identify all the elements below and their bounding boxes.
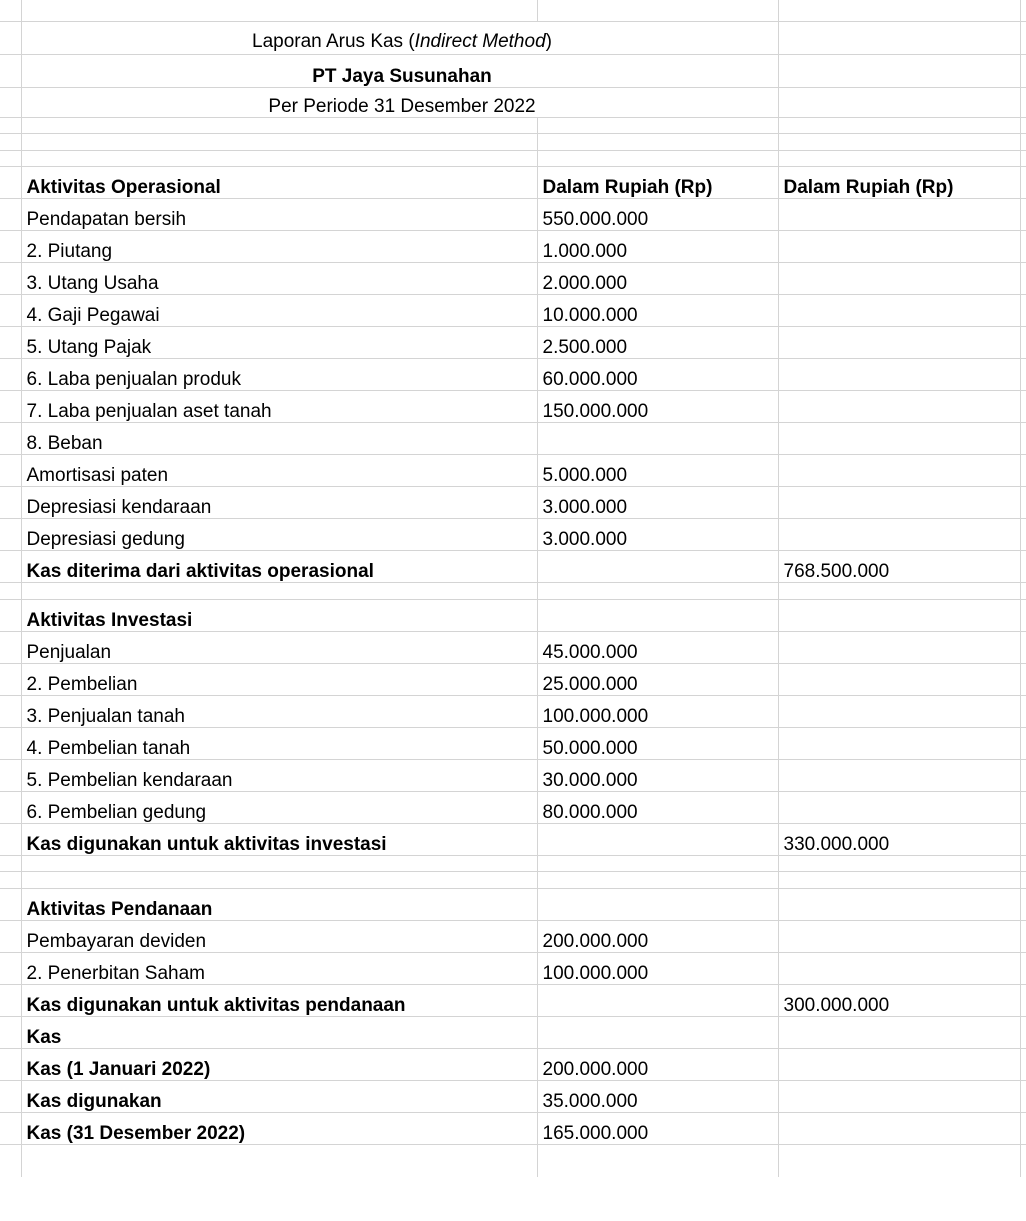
table-row: [0, 631, 1026, 663]
table-row-empty-top: [0, 0, 1026, 21]
empty-cell-amount1[interactable]: [537, 888, 778, 920]
empty-cell-label[interactable]: [21, 117, 537, 133]
row-amount2[interactable]: [778, 1080, 1020, 1112]
row-amount1[interactable]: 1.000.000: [537, 230, 778, 262]
report-title: [21, 21, 778, 54]
table-row: [0, 294, 1026, 326]
row-amount2[interactable]: [778, 1112, 1020, 1144]
table-row: [0, 422, 1026, 454]
row-gutter-cell[interactable]: [0, 1080, 21, 1112]
row-gutter-cell[interactable]: [0, 1016, 21, 1048]
empty-cell-tail[interactable]: [1020, 150, 1026, 166]
row-gutter-cell[interactable]: [0, 550, 21, 582]
empty-cell-label[interactable]: [21, 0, 537, 21]
row-gutter-cell[interactable]: [0, 855, 21, 871]
empty-cell-tail[interactable]: [1020, 21, 1026, 54]
table-row: [0, 1112, 1026, 1144]
row-label[interactable]: 2. Penerbitan Saham: [21, 952, 537, 984]
table-row: [0, 1048, 1026, 1080]
row-amount2[interactable]: [778, 518, 1020, 550]
column-header-activity: Aktivitas Operasional: [21, 166, 537, 198]
table-row: [0, 486, 1026, 518]
row-amount2[interactable]: [778, 663, 1020, 695]
row-amount2[interactable]: [778, 454, 1020, 486]
row-gutter-cell[interactable]: [0, 87, 21, 117]
empty-cell-tail[interactable]: [1020, 791, 1026, 823]
empty-cell-amount1[interactable]: [537, 117, 778, 133]
row-amount1[interactable]: 3.000.000: [537, 486, 778, 518]
table-row: [0, 952, 1026, 984]
total-label-investing[interactable]: Kas digunakan untuk aktivitas investasi: [21, 823, 537, 855]
empty-cell-tail[interactable]: [1020, 454, 1026, 486]
row-label[interactable]: Penjualan: [21, 631, 537, 663]
row-label[interactable]: 4. Gaji Pegawai: [21, 294, 537, 326]
row-gutter-cell[interactable]: [0, 21, 21, 54]
empty-cell-amount1[interactable]: [537, 1144, 778, 1177]
empty-cell-tail[interactable]: [1020, 198, 1026, 230]
table-row-empty-bottom: [0, 1144, 1026, 1177]
row-gutter-cell[interactable]: [0, 1112, 21, 1144]
row-gutter-cell[interactable]: [0, 871, 21, 888]
row-gutter-cell[interactable]: [0, 695, 21, 727]
table-row: [0, 390, 1026, 422]
empty-cell-amount2[interactable]: [778, 888, 1020, 920]
row-gutter-cell[interactable]: [0, 166, 21, 198]
empty-cell-tail[interactable]: [1020, 599, 1026, 631]
row-gutter-cell[interactable]: [0, 230, 21, 262]
row-gutter-cell[interactable]: [0, 198, 21, 230]
table-row: [0, 1080, 1026, 1112]
empty-cell-tail[interactable]: [1020, 663, 1026, 695]
table-row-total-financing: [0, 984, 1026, 1016]
row-gutter-cell[interactable]: [0, 422, 21, 454]
table-row: [0, 230, 1026, 262]
table-row: [0, 791, 1026, 823]
table-row: [0, 920, 1026, 952]
row-gutter-cell[interactable]: [0, 952, 21, 984]
empty-cell-tail[interactable]: [1020, 0, 1026, 21]
table-row-column-headers: [0, 166, 1026, 198]
empty-cell-amount2[interactable]: [778, 1144, 1020, 1177]
empty-cell-amount1[interactable]: [537, 855, 778, 871]
empty-cell-label[interactable]: [21, 582, 537, 599]
empty-cell-tail[interactable]: [1020, 230, 1026, 262]
table-row-total-investing: [0, 823, 1026, 855]
total-label-financing[interactable]: Kas digunakan untuk aktivitas pendanaan: [21, 984, 537, 1016]
empty-cell-tail[interactable]: [1020, 871, 1026, 888]
total-amount2-investing[interactable]: 330.000.000: [778, 823, 1020, 855]
total-amount1-financing[interactable]: [537, 984, 778, 1016]
empty-cell-amount2[interactable]: [778, 0, 1020, 21]
row-amount2[interactable]: [778, 759, 1020, 791]
row-gutter-cell[interactable]: [0, 791, 21, 823]
row-amount1[interactable]: 35.000.000: [537, 1080, 778, 1112]
table-row: [0, 198, 1026, 230]
row-label[interactable]: 3. Utang Usaha: [21, 262, 537, 294]
empty-cell-tail[interactable]: [1020, 262, 1026, 294]
row-gutter-cell[interactable]: [0, 150, 21, 166]
row-amount1[interactable]: 80.000.000: [537, 791, 778, 823]
empty-cell-tail[interactable]: [1020, 727, 1026, 759]
empty-cell-amount2[interactable]: [778, 150, 1020, 166]
row-label[interactable]: Kas (1 Januari 2022): [21, 1048, 537, 1080]
row-amount2[interactable]: [778, 920, 1020, 952]
row-amount1[interactable]: 165.000.000: [537, 1112, 778, 1144]
row-label[interactable]: Depresiasi kendaraan: [21, 486, 537, 518]
section-heading-financing[interactable]: Aktivitas Pendanaan: [21, 888, 537, 920]
empty-cell-amount1[interactable]: [537, 582, 778, 599]
row-amount1[interactable]: 100.000.000: [537, 952, 778, 984]
empty-cell-amount2[interactable]: [778, 133, 1020, 150]
empty-cell-amount2[interactable]: [778, 582, 1020, 599]
row-gutter-cell[interactable]: [0, 888, 21, 920]
table-row-spacer: [0, 855, 1026, 871]
empty-cell-amount1[interactable]: [537, 150, 778, 166]
report-title-method: Indirect Method: [414, 30, 546, 52]
company-name: PT Jaya Susunahan: [21, 54, 778, 87]
row-label[interactable]: 5. Pembelian kendaraan: [21, 759, 537, 791]
row-gutter-cell[interactable]: [0, 294, 21, 326]
empty-cell-tail[interactable]: [1020, 582, 1026, 599]
row-gutter-cell[interactable]: [0, 1048, 21, 1080]
table-row-spacer: [0, 117, 1026, 133]
section-heading-investing[interactable]: Aktivitas Investasi: [21, 599, 537, 631]
empty-cell-amount2[interactable]: [778, 599, 1020, 631]
column-header-amount1: Dalam Rupiah (Rp): [537, 166, 778, 198]
table-row: [0, 262, 1026, 294]
row-amount1[interactable]: 200.000.000: [537, 920, 778, 952]
total-amount1-investing[interactable]: [537, 823, 778, 855]
table-row-spacer: [0, 582, 1026, 599]
empty-cell-tail[interactable]: [1020, 1048, 1026, 1080]
empty-cell-tail[interactable]: [1020, 358, 1026, 390]
table-row-spacer: [0, 871, 1026, 888]
row-label[interactable]: Kas (31 Desember 2022): [21, 1112, 537, 1144]
total-label-operational[interactable]: Kas diterima dari aktivitas operasional: [21, 550, 537, 582]
total-amount2-financing[interactable]: 300.000.000: [778, 984, 1020, 1016]
empty-cell-tail[interactable]: [1020, 294, 1026, 326]
empty-cell-amount2[interactable]: [778, 54, 1020, 87]
empty-cell-tail[interactable]: [1020, 984, 1026, 1016]
row-gutter-cell[interactable]: [0, 663, 21, 695]
empty-cell-amount2[interactable]: [778, 117, 1020, 133]
empty-cell-tail[interactable]: [1020, 631, 1026, 663]
row-gutter-cell[interactable]: [0, 0, 21, 21]
table-row: [0, 695, 1026, 727]
total-amount1-operational[interactable]: [537, 550, 778, 582]
row-gutter-cell[interactable]: [0, 486, 21, 518]
empty-cell-tail[interactable]: [1020, 695, 1026, 727]
table-row-report-title: [0, 21, 1026, 54]
empty-cell-tail[interactable]: [1020, 166, 1026, 198]
empty-cell-tail[interactable]: [1020, 550, 1026, 582]
table-row: [0, 727, 1026, 759]
table-row-period: [0, 87, 1026, 117]
row-amount1[interactable]: 25.000.000: [537, 663, 778, 695]
row-amount1[interactable]: 2.000.000: [537, 262, 778, 294]
row-label[interactable]: 6. Pembelian gedung: [21, 791, 537, 823]
row-amount1[interactable]: 50.000.000: [537, 727, 778, 759]
table-row-spacer: [0, 133, 1026, 150]
empty-cell-amount1[interactable]: [537, 133, 778, 150]
table-row: [0, 663, 1026, 695]
empty-cell-amount1[interactable]: [537, 871, 778, 888]
row-gutter-cell[interactable]: [0, 326, 21, 358]
row-gutter-cell[interactable]: [0, 133, 21, 150]
empty-cell-tail[interactable]: [1020, 920, 1026, 952]
empty-cell-tail[interactable]: [1020, 1016, 1026, 1048]
empty-cell-label[interactable]: [21, 150, 537, 166]
row-label[interactable]: Pendapatan bersih: [21, 198, 537, 230]
empty-cell-tail[interactable]: [1020, 422, 1026, 454]
empty-cell-label[interactable]: [21, 1144, 537, 1177]
row-label[interactable]: Kas digunakan: [21, 1080, 537, 1112]
empty-cell-tail[interactable]: [1020, 87, 1026, 117]
empty-cell-label[interactable]: [21, 133, 537, 150]
row-gutter-cell[interactable]: [0, 518, 21, 550]
empty-cell-amount2[interactable]: [778, 1016, 1020, 1048]
empty-cell-tail[interactable]: [1020, 133, 1026, 150]
empty-cell-tail[interactable]: [1020, 1080, 1026, 1112]
empty-cell-tail[interactable]: [1020, 888, 1026, 920]
row-amount2[interactable]: [778, 1048, 1020, 1080]
empty-cell-label[interactable]: [21, 855, 537, 871]
row-gutter-cell[interactable]: [0, 727, 21, 759]
row-amount1[interactable]: 45.000.000: [537, 631, 778, 663]
row-amount2[interactable]: [778, 358, 1020, 390]
row-amount2[interactable]: [778, 230, 1020, 262]
empty-cell-tail[interactable]: [1020, 117, 1026, 133]
report-title-prefix: Laporan Arus Kas (: [252, 30, 415, 52]
table-row-total-operational: [0, 550, 1026, 582]
row-gutter-cell[interactable]: [0, 454, 21, 486]
table-row: [0, 454, 1026, 486]
row-amount1[interactable]: 150.000.000: [537, 390, 778, 422]
row-amount1[interactable]: 60.000.000: [537, 358, 778, 390]
row-gutter-cell[interactable]: [0, 54, 21, 87]
row-gutter-cell[interactable]: [0, 1144, 21, 1177]
row-label[interactable]: 6. Laba penjualan produk: [21, 358, 537, 390]
row-label[interactable]: 7. Laba penjualan aset tanah: [21, 390, 537, 422]
table-row: [0, 759, 1026, 791]
empty-cell-label[interactable]: [21, 871, 537, 888]
empty-cell-amount1[interactable]: [537, 1016, 778, 1048]
empty-cell-tail[interactable]: [1020, 952, 1026, 984]
row-gutter-cell[interactable]: [0, 358, 21, 390]
empty-cell-tail[interactable]: [1020, 390, 1026, 422]
table-row-spacer: [0, 150, 1026, 166]
empty-cell-tail[interactable]: [1020, 1144, 1026, 1177]
section-heading-cash[interactable]: Kas: [21, 1016, 537, 1048]
row-amount1[interactable]: 30.000.000: [537, 759, 778, 791]
table-row-section-heading-investing: [0, 599, 1026, 631]
table-row-section-heading-cash: [0, 1016, 1026, 1048]
table-row: [0, 358, 1026, 390]
row-label[interactable]: Depresiasi gedung: [21, 518, 537, 550]
row-amount1[interactable]: 10.000.000: [537, 294, 778, 326]
empty-cell-tail[interactable]: [1020, 518, 1026, 550]
row-gutter-cell[interactable]: [0, 920, 21, 952]
row-label[interactable]: 2. Pembelian: [21, 663, 537, 695]
row-gutter-cell[interactable]: [0, 117, 21, 133]
row-amount2[interactable]: [778, 952, 1020, 984]
empty-cell-tail[interactable]: [1020, 486, 1026, 518]
row-amount1[interactable]: 3.000.000: [537, 518, 778, 550]
empty-cell-amount2[interactable]: [778, 855, 1020, 871]
empty-cell-amount2[interactable]: [778, 87, 1020, 117]
row-gutter-cell[interactable]: [0, 631, 21, 663]
row-amount1[interactable]: [537, 422, 778, 454]
row-gutter-cell[interactable]: [0, 262, 21, 294]
row-label[interactable]: Amortisasi paten: [21, 454, 537, 486]
row-amount1[interactable]: 2.500.000: [537, 326, 778, 358]
row-amount2[interactable]: [778, 486, 1020, 518]
row-amount2[interactable]: [778, 326, 1020, 358]
table-row-company-name: [0, 54, 1026, 87]
report-title-suffix: ): [545, 30, 552, 52]
row-amount1[interactable]: 5.000.000: [537, 454, 778, 486]
row-amount1[interactable]: 100.000.000: [537, 695, 778, 727]
row-amount2[interactable]: [778, 390, 1020, 422]
empty-cell-tail[interactable]: [1020, 823, 1026, 855]
row-label[interactable]: Pembayaran deviden: [21, 920, 537, 952]
report-period: Per Periode 31 Desember 2022: [21, 87, 778, 117]
row-amount2[interactable]: [778, 262, 1020, 294]
empty-cell-tail[interactable]: [1020, 855, 1026, 871]
table-row-section-heading-financing: [0, 888, 1026, 920]
row-label[interactable]: 4. Pembelian tanah: [21, 727, 537, 759]
row-label[interactable]: 8. Beban: [21, 422, 537, 454]
empty-cell-amount2[interactable]: [778, 871, 1020, 888]
row-amount2[interactable]: [778, 294, 1020, 326]
empty-cell-amount1[interactable]: [537, 0, 778, 21]
empty-cell-tail[interactable]: [1020, 759, 1026, 791]
row-label[interactable]: 3. Penjualan tanah: [21, 695, 537, 727]
row-gutter-cell[interactable]: [0, 759, 21, 791]
row-amount1[interactable]: 200.000.000: [537, 1048, 778, 1080]
empty-cell-tail[interactable]: [1020, 54, 1026, 87]
empty-cell-amount2[interactable]: [778, 21, 1020, 54]
row-amount2[interactable]: [778, 727, 1020, 759]
row-amount1[interactable]: 550.000.000: [537, 198, 778, 230]
row-label[interactable]: 2. Piutang: [21, 230, 537, 262]
row-gutter-cell[interactable]: [0, 984, 21, 1016]
empty-cell-tail[interactable]: [1020, 1112, 1026, 1144]
table-row: [0, 518, 1026, 550]
row-amount2[interactable]: [778, 631, 1020, 663]
row-gutter-cell[interactable]: [0, 599, 21, 631]
row-gutter-cell[interactable]: [0, 390, 21, 422]
row-amount2[interactable]: [778, 422, 1020, 454]
row-amount2[interactable]: [778, 198, 1020, 230]
column-header-amount2: Dalam Rupiah (Rp): [778, 166, 1020, 198]
row-gutter-cell[interactable]: [0, 823, 21, 855]
empty-cell-amount1[interactable]: [537, 599, 778, 631]
row-gutter-cell[interactable]: [0, 582, 21, 599]
row-amount2[interactable]: [778, 695, 1020, 727]
table-row: [0, 326, 1026, 358]
row-amount2[interactable]: [778, 791, 1020, 823]
row-label[interactable]: 5. Utang Pajak: [21, 326, 537, 358]
total-amount2-operational[interactable]: 768.500.000: [778, 550, 1020, 582]
empty-cell-tail[interactable]: [1020, 326, 1026, 358]
